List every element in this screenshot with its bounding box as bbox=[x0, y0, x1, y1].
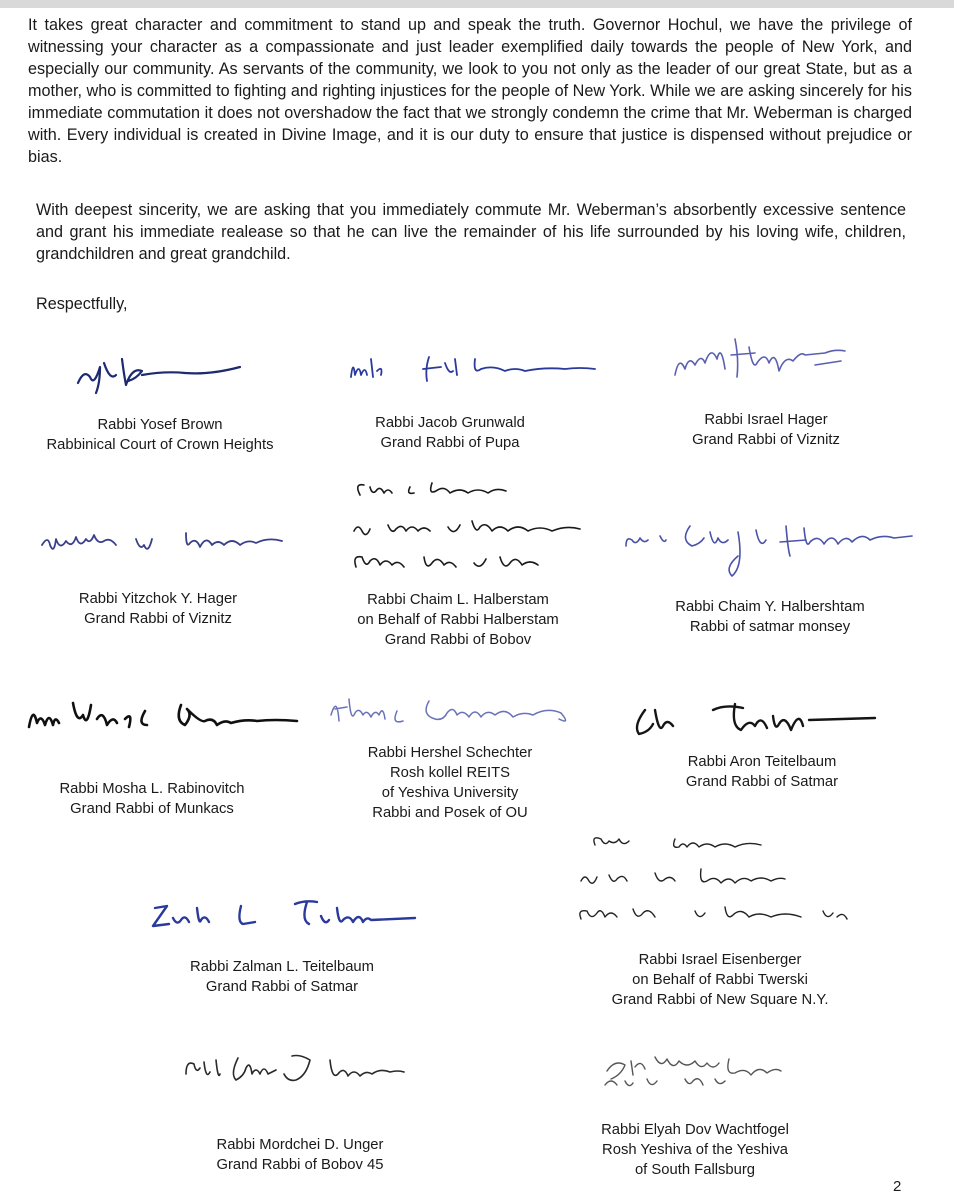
signatory-title: on Behalf of Rabbi Twerski bbox=[632, 972, 808, 988]
signatory-title: Grand Rabbi of Bobov bbox=[384, 632, 532, 648]
signatory-block-chaim-l-halberstam bbox=[300, 590, 616, 650]
signatory-block-aron-teitelbaum bbox=[612, 752, 912, 792]
signatory-title: Grand Rabbi of New Square N.Y. bbox=[611, 992, 829, 1008]
signatory-name: Rabbi Mosha L. Rabinovitch bbox=[59, 781, 245, 797]
signatory-name: Rabbi Aron Teitelbaum bbox=[687, 754, 837, 770]
signature-elyah-wachtfogel bbox=[595, 1045, 795, 1095]
signatory-title: Rabbi and Posek of OU bbox=[372, 805, 528, 821]
signatory-title: Rabbinical Court of Crown Heights bbox=[46, 437, 274, 453]
signatory-title: Grand Rabbi of Bobov 45 bbox=[216, 1157, 384, 1173]
signatory-block-mordchei-unger bbox=[150, 1135, 450, 1175]
signatory-block-israel-hager bbox=[616, 410, 916, 450]
signatory-title: Grand Rabbi of Pupa bbox=[380, 435, 520, 451]
signatory-title: Grand Rabbi of Munkacs bbox=[70, 801, 234, 817]
signature-chaim-l-halberstam bbox=[340, 475, 600, 585]
signatory-block-hershel-schechter bbox=[300, 743, 600, 823]
signatory-name: Rabbi Israel Hager bbox=[704, 412, 828, 428]
signatory-title: Grand Rabbi of Viznitz bbox=[692, 432, 840, 448]
signature-zalman-teitelbaum bbox=[145, 890, 425, 940]
signatory-block-israel-eisenberger bbox=[560, 950, 880, 1010]
signatory-block-yitzchok-hager bbox=[0, 589, 316, 629]
signatory-name: Rabbi Yosef Brown bbox=[97, 417, 223, 433]
signatory-block-chaim-y-halbershtam bbox=[620, 597, 920, 637]
signatory-title: on Behalf of Rabbi Halberstam bbox=[357, 612, 559, 628]
signatory-name: Rabbi Jacob Grunwald bbox=[375, 415, 525, 431]
signatory-name: Rabbi Chaim Y. Halbershtam bbox=[675, 599, 865, 615]
signature-israel-hager bbox=[665, 325, 855, 385]
signature-yitzchok-hager bbox=[36, 515, 306, 570]
signature-hershel-schechter bbox=[325, 685, 585, 735]
signatory-name: Rabbi Chaim L. Halberstam bbox=[367, 592, 549, 608]
signatory-title: Rosh kollel REITS bbox=[389, 765, 511, 781]
signatory-name: Rabbi Hershel Schechter bbox=[367, 745, 533, 761]
signatory-title: Rosh Yeshiva of the Yeshiva bbox=[602, 1142, 788, 1158]
signatory-block-elyah-wachtfogel bbox=[550, 1120, 840, 1180]
signatory-name: Rabbi Yitzchok Y. Hager bbox=[78, 591, 238, 607]
signatory-block-yosef-brown bbox=[0, 415, 320, 455]
signatory-title: of Yeshiva University bbox=[381, 785, 519, 801]
signatory-title: Grand Rabbi of Satmar bbox=[685, 774, 839, 790]
signatory-block-zalman-teitelbaum bbox=[132, 957, 432, 997]
closing-salutation: Respectfully, bbox=[36, 295, 128, 313]
signatory-name: Rabbi Israel Eisenberger bbox=[638, 952, 802, 968]
signatory-title: Rabbi of satmar monsey bbox=[689, 619, 851, 635]
top-edge-strip bbox=[0, 0, 954, 8]
signature-mosha-rabinovitch bbox=[25, 685, 305, 745]
signatory-block-jacob-grunwald bbox=[300, 413, 600, 453]
signatory-name: Rabbi Mordchei D. Unger bbox=[216, 1137, 384, 1153]
signatory-title: Grand Rabbi of Satmar bbox=[205, 979, 359, 995]
letter-paragraph-2: With deepest sincerity, we are asking that you immediately commute Mr. Weberman’s absorbently excessive sentence and grant his immediate realease so that he can live the remainder of his life surrounded by his loving wife, children, grandchildren and great grandchild. bbox=[36, 201, 906, 263]
signature-jacob-grunwald bbox=[345, 345, 605, 390]
signatory-name: Rabbi Zalman L. Teitelbaum bbox=[190, 959, 374, 975]
signatory-name: Rabbi Elyah Dov Wachtfogel bbox=[601, 1122, 789, 1138]
signatory-title: Grand Rabbi of Viznitz bbox=[84, 611, 232, 627]
letter-paragraph-1: It takes great character and commitment to stand up and speak the truth. Governor Hochul, we have the privilege of witnessing your character as a compassionate and just leader exemplified daily towards the people of New York, and especially our community. As servants of the community, we look to you not only as the leader of our great State, but as a mother, who is committed to fighting and righting injustices for the people of New York. While we are asking sincerely for his immediate commutation it does not overshadow the fact that we strongly condemn the crime that Mr. Weberman is charged with. Every individual is created in Divine Image, and it is our duty to ensure that justice is dispensed without prejudice or bias. bbox=[28, 16, 912, 166]
signature-israel-eisenberger bbox=[575, 825, 865, 945]
signatory-title: of South Fallsburg bbox=[634, 1162, 756, 1178]
page-number: 2 bbox=[893, 1178, 902, 1195]
signature-aron-teitelbaum bbox=[625, 690, 885, 750]
signatory-block-mosha-rabinovitch bbox=[0, 779, 304, 819]
signature-mordchei-unger bbox=[180, 1040, 410, 1100]
signature-chaim-y-halbershtam bbox=[620, 510, 920, 580]
signature-yosef-brown bbox=[70, 345, 250, 400]
